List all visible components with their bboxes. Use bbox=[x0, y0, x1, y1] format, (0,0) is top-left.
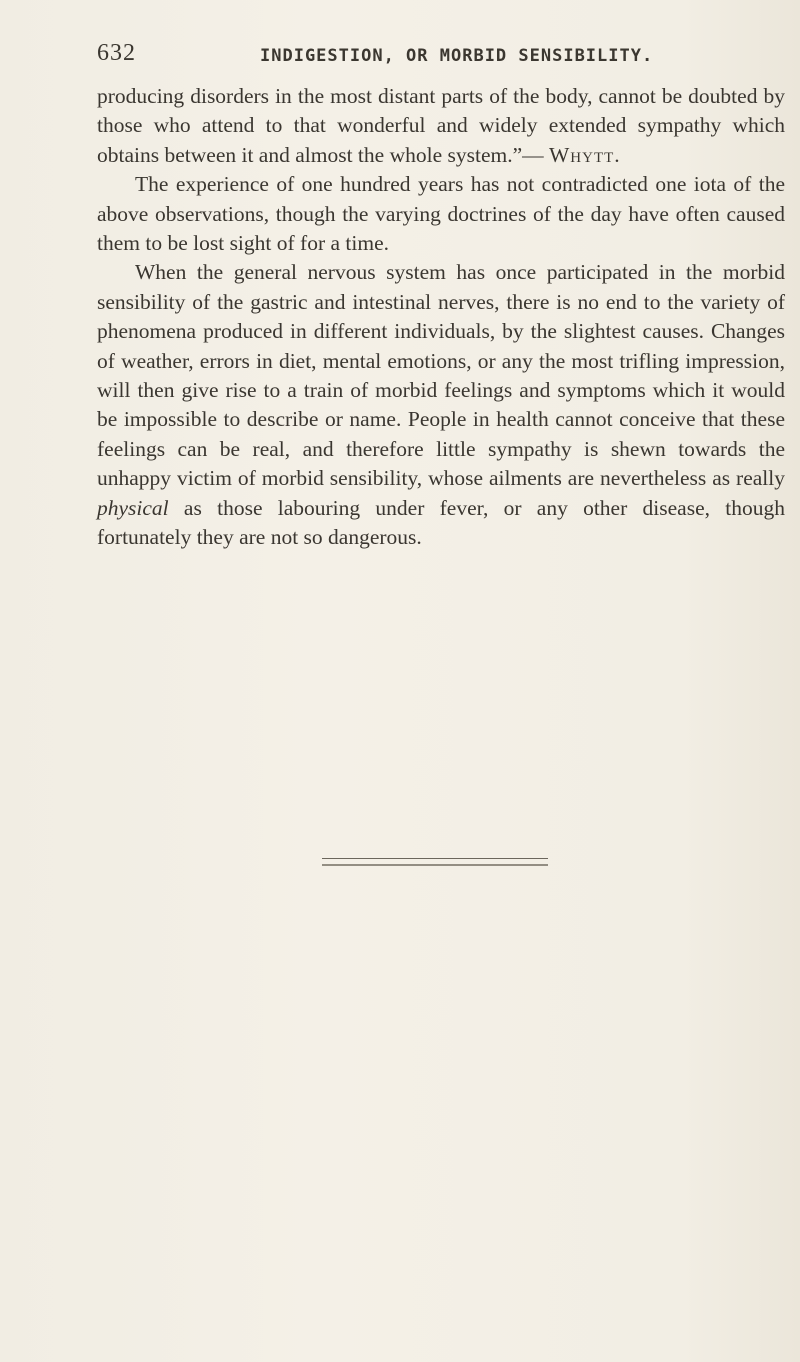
attribution: Whytt. bbox=[549, 142, 621, 167]
page-number: 632 bbox=[97, 40, 136, 66]
body-text bbox=[97, 82, 785, 553]
emphasis-physical: physical bbox=[97, 495, 169, 520]
paragraph-3 bbox=[97, 258, 785, 552]
paragraph-3-text-b: as those labouring under fever, or any other disease, though fortunately they are not so dangerous. bbox=[97, 495, 785, 550]
section-divider bbox=[322, 858, 548, 859]
page-header bbox=[97, 40, 787, 70]
paragraph-2: The experience of one hundred years has not contradicted one iota of the above observations, though the varying doctrines of the day have often caused them to be lost sight of for a time. bbox=[97, 172, 785, 256]
section-divider-thick bbox=[322, 864, 548, 866]
paragraph-3-text-a: When the general nervous system has once participated in the morbid sensibility of the gastric and intestinal nerves, there is no end to the variety of phenomena produced in different individuals, by the slightest causes. Changes of weather, errors in diet, mental emotions, or any the most trifling impression, will then give rise to a train of morbid feelings and symptoms which it would be impossible to describe or name. People in health cannot conceive that these feelings can be real, and therefore little sympathy is shewn towards the unhappy victim of morbid sensibility, whose ailments are nevertheless as really bbox=[97, 260, 785, 491]
running-head: INDIGESTION, OR MORBID SENSIBILITY. bbox=[260, 46, 654, 66]
paragraph-1-text: producing disorders in the most distant parts of the body, cannot be doubted by those who attend to that wonderful and widely extended sympathy which obtains between it and almost the whole system.”— bbox=[97, 84, 785, 167]
paragraph-continued bbox=[97, 82, 785, 170]
